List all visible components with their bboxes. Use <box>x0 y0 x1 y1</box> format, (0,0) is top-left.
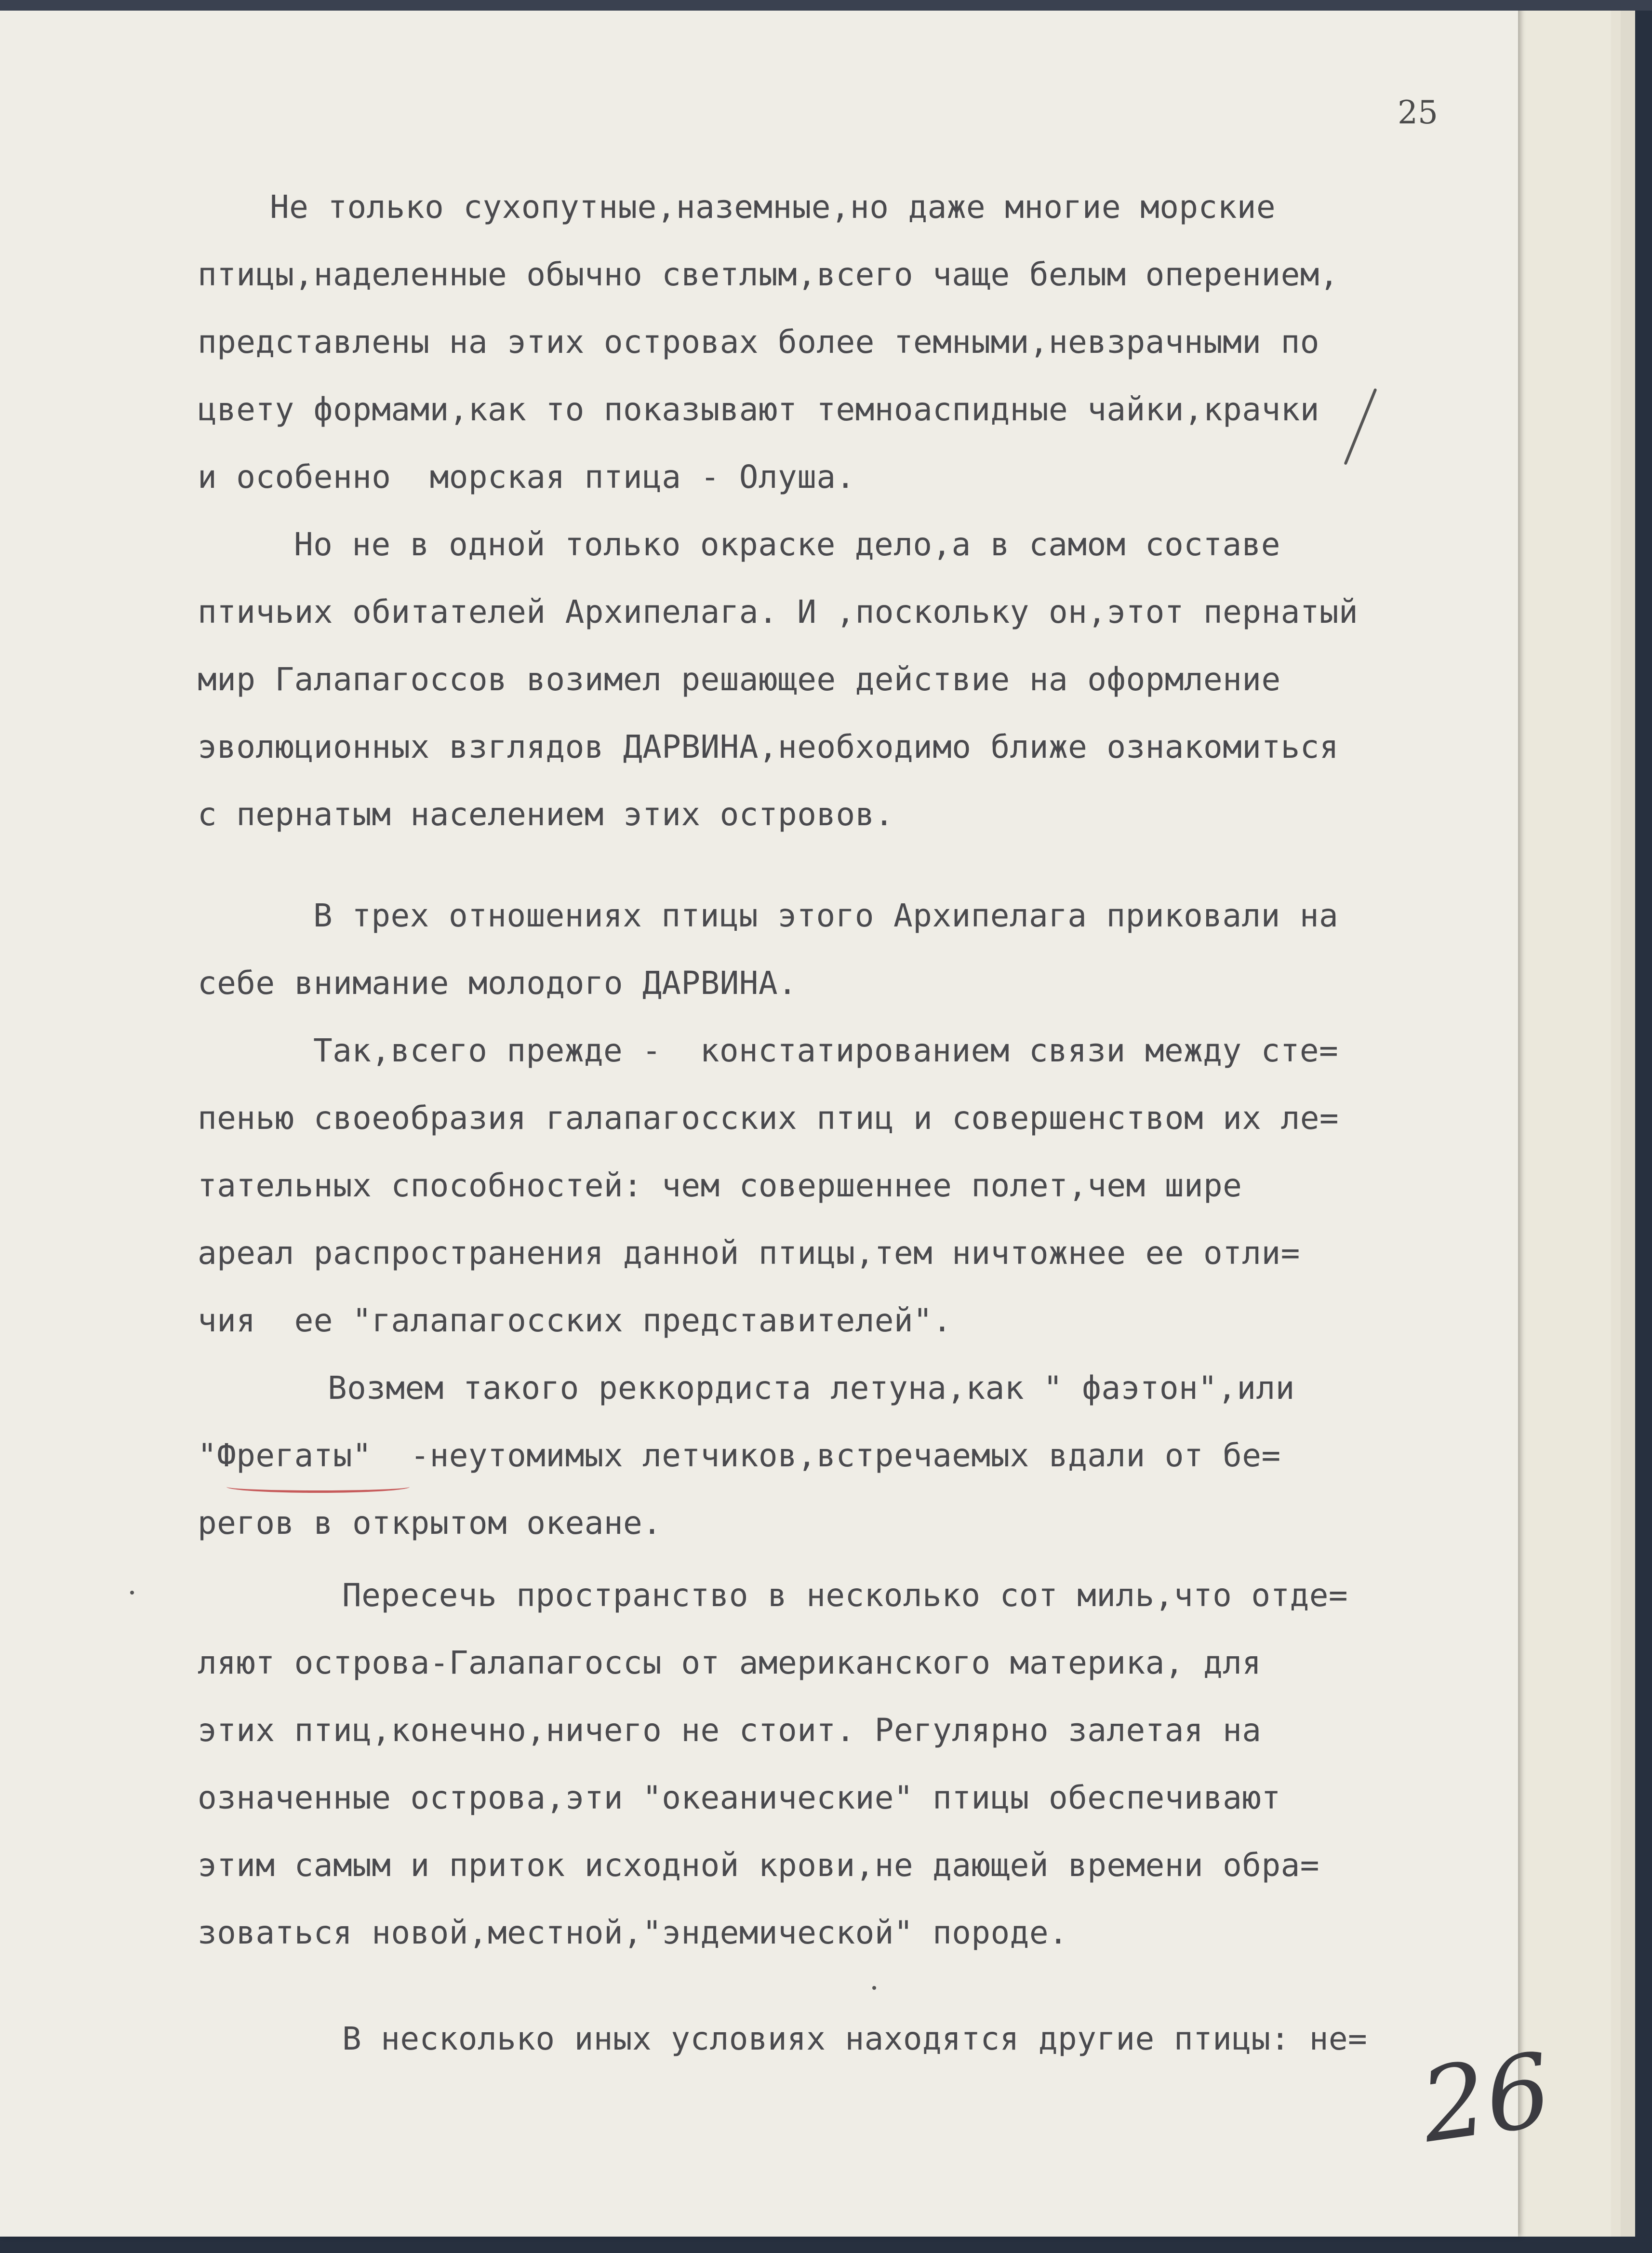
text-line: этим самым и приток исходной крови,не дающей времени обра= <box>198 1847 1319 1884</box>
handwritten-folio-number: 26 <box>1414 2030 1558 2166</box>
text-line: мир Галапагоссов возимел решающее действие на оформление <box>198 661 1281 698</box>
text-line: и особенно морская птица - Олуша. <box>198 458 855 496</box>
page-number: 25 <box>1398 94 1438 131</box>
text-line: эволюционных взглядов ДАРВИНА,необходимо ближе ознакомиться <box>198 728 1339 765</box>
text-line: птицы,наделенные обычно светлым,всего чаще белым оперением, <box>198 256 1339 293</box>
text-line: В трех отношениях птицы этого Архипелага приковали на <box>313 897 1339 934</box>
text-line: Пересечь пространство в несколько сот миль,что отде= <box>342 1577 1348 1614</box>
text-line: ареал распространения данной птицы,тем ничтожнее ее отли= <box>198 1234 1300 1272</box>
text-line: В несколько иных условиях находятся другие птицы: не= <box>342 2020 1368 2057</box>
text-line: этих птиц,конечно,ничего не стоит. Регулярно залетая на <box>198 1712 1262 1749</box>
text-line: тательных способностей: чем совершеннее полет,чем шире <box>198 1167 1242 1204</box>
ink-speck <box>872 1986 876 1990</box>
text-line: зоваться новой,местной,"эндемической" породе. <box>198 1914 1068 1951</box>
text-line: Но не в одной только окраске дело,а в самом составе <box>294 526 1280 563</box>
pencil-mark <box>1344 388 1377 465</box>
red-pencil-underline <box>226 1481 410 1493</box>
text-line: птичьих обитателей Архипелага. И ,поскольку он,этот пернатый <box>198 593 1359 630</box>
text-line: Не только сухопутные,наземные,но даже многие морские <box>270 188 1276 226</box>
scan-edge <box>0 0 1652 11</box>
text-line: с пернатым населением этих островов. <box>198 796 894 833</box>
text-line: регов в открытом океане. <box>198 1504 662 1542</box>
text-line: ляют острова-Галапагоссы от американского материка, для <box>198 1644 1262 1681</box>
text-line: "Фрегаты" -неутомимых летчиков,встречаемых вдали от бе= <box>198 1437 1281 1474</box>
text-line: Так,всего прежде - констатированием связи между сте= <box>313 1032 1339 1069</box>
text-line: означенные острова,эти "океанические" птицы обеспечивают <box>198 1779 1281 1816</box>
text-line: представлены на этих островах более темными,невзрачными по <box>198 323 1319 361</box>
text-line: пенью своеобразия галапагосских птиц и совершенством их ле= <box>198 1100 1339 1137</box>
ink-speck <box>130 1591 134 1595</box>
text-line: себе внимание молодого ДАРВИНА. <box>198 965 798 1002</box>
text-line: цвету формами,как то показывают темноаспидные чайки,крачки <box>198 391 1319 428</box>
text-line: чия ее "галапагосских представителей". <box>198 1302 952 1339</box>
text-line: Возмем такого реккордиста летуна,как " фаэтон",или <box>328 1369 1295 1407</box>
